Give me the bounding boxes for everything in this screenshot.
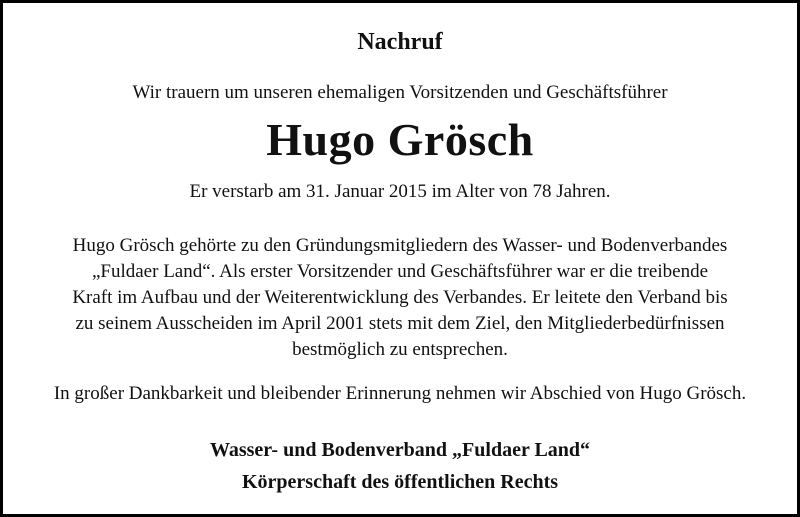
farewell-line: In großer Dankbarkeit und bleibender Erinnerung nehmen wir Abschied von Hugo Grösch. [53,383,747,404]
body-paragraph [3,233,797,363]
body-line: bestmöglich zu entsprechen. [292,339,508,360]
signature-organization: Wasser- und Bodenverband „Fuldaer Land“ [209,439,591,461]
intro-line: Wir trauern um unseren ehemaligen Vorsitzenden und Geschäftsführer [132,82,668,103]
deceased-name: Hugo Grösch [266,114,534,165]
body-line: Hugo Grösch gehörte zu den Gründungsmitgliedern des Wasser- und Bodenverbandes [72,235,728,256]
notice-heading: Nachruf [357,29,443,55]
body-line: zu seinem Ausscheiden im April 2001 stets mit dem Ziel, den Mitgliederbedürfnissen [75,313,725,334]
signature-legal-form: Körperschaft des öffentlichen Rechts [241,471,559,493]
body-line: „Fuldaer Land“. Als erster Vorsitzender und Geschäftsführer war er die treibende [91,261,709,282]
death-date-line: Er verstarb am 31. Januar 2015 im Alter von 78 Jahren. [189,181,611,202]
body-line: Kraft im Aufbau und der Weiterentwicklung des Verbandes. Er leitete den Verband bis [72,287,728,308]
